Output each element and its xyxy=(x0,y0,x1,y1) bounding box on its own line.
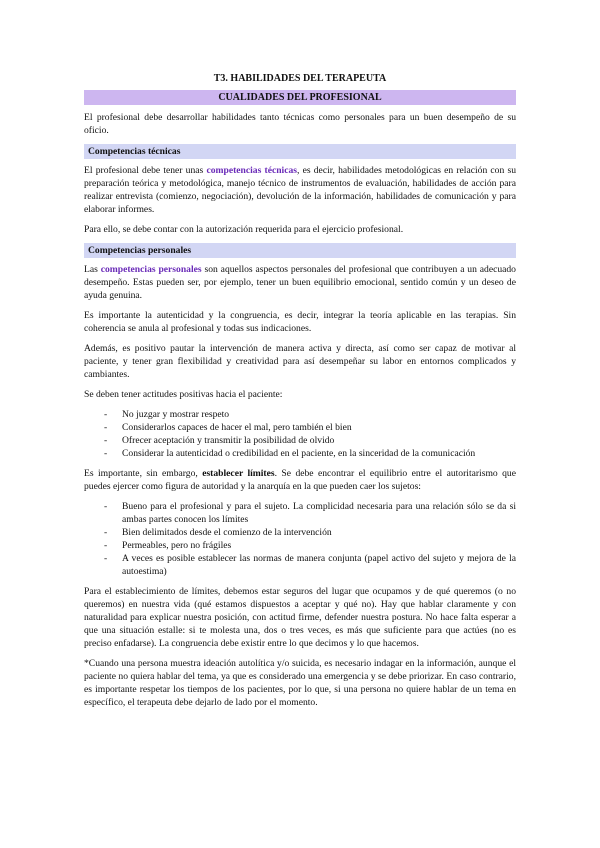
list-item xyxy=(84,539,516,552)
limits-list xyxy=(84,500,516,578)
personales-paragraph-7: *Cuando una persona muestra ideación autolítica y/o suicida, es necesario indagar en la información, aunque el paciente no quiera hablar del tema, ya que es considerado una emergencia y se debe priorizar. En caso contrario, es importante respetar los tiempos de los pacientes, por lo que, si una persona no quiere hablar de un tema en específico, el terapeuta debe dejarlo de lado por el momento. xyxy=(84,658,516,708)
dash-bullet-icon: - xyxy=(104,422,108,433)
list-item-text: No juzgar y mostrar respeto xyxy=(122,409,230,420)
text-run: , es decir, habilidades metodológicas en relación con su preparación teórica y metodológica, manejo técnico de instrumentos de evaluación, habilidades de acción para realizar entrevista (comienzo, negociación), devolución de la información, habilidades de comunicación y para elaborar informes. xyxy=(84,165,516,215)
section-band: CUALIDADES DEL PROFESIONAL xyxy=(84,90,516,105)
list-item-text: Considerarlos capaces de hacer el mal, pero también el bien xyxy=(122,422,352,433)
text-run: Las xyxy=(84,264,101,275)
personales-paragraph-3: Además, es positivo pautar la intervención de manera activa y directa, así como ser capaz de motivar al paciente, y tener gran flexibilidad y creatividad para así desempeñar su labor en entornos complicados y cambiantes. xyxy=(84,343,516,380)
list-item xyxy=(84,500,516,526)
highlight-term: competencias técnicas xyxy=(206,165,298,176)
list-item xyxy=(84,552,516,578)
personales-paragraph-4: Se deben tener actitudes positivas hacia el paciente: xyxy=(84,389,283,400)
dash-bullet-icon: - xyxy=(104,448,108,459)
personales-paragraph-2: Es importante la autenticidad y la congruencia, es decir, integrar la teoría aplicable en las terapias. Sin coherencia se anula al profesional y todas sus indicaciones. xyxy=(84,310,516,334)
list-item-text: Ofrecer aceptación y transmitir la posibilidad de olvido xyxy=(122,435,335,446)
personales-paragraph-5 xyxy=(84,467,516,493)
bold-term: establecer límites xyxy=(202,468,275,479)
list-item xyxy=(84,434,516,447)
attitudes-list xyxy=(84,408,516,460)
list-item-text: Permeables, pero no frágiles xyxy=(122,540,232,551)
text-run: Es importante, sin embargo, xyxy=(84,468,203,479)
dash-bullet-icon: - xyxy=(104,553,108,564)
document-page xyxy=(84,72,516,716)
list-item-text: Considerar la autenticidad o credibilidad en el paciente, en la sinceridad de la comunicación xyxy=(122,448,476,459)
text-run: El profesional debe tener unas xyxy=(84,165,207,176)
dash-bullet-icon: - xyxy=(104,540,108,551)
personales-paragraph-1 xyxy=(84,263,516,302)
subheading-tecnicas: Competencias técnicas xyxy=(84,144,516,159)
list-item xyxy=(84,526,516,539)
personales-paragraph-6: Para el establecimiento de límites, debemos estar seguros del lugar que ocupamos y de qué queremos (o no queremos) en nuestra vida (qué estamos dispuestos a aceptar y qué no). Hay que hablar claramente y con naturalidad para explicar nuestra posición, con actitud firme, defender nuestra postura. No hace falta esperar a que una situación estalle: si te molesta una, dos o tres veces, es más que suficiente para que actúes (no es preciso enfadarse). La congruencia debe existir entre lo que decimos y lo que hacemos. xyxy=(84,586,516,649)
list-item xyxy=(84,408,516,421)
dash-bullet-icon: - xyxy=(104,435,108,446)
list-item-text: Bien delimitados desde el comienzo de la intervención xyxy=(122,527,332,538)
page-title: T3. HABILIDADES DEL TERAPEUTA xyxy=(213,73,387,84)
highlight-term: competencias personales xyxy=(100,264,202,275)
dash-bullet-icon: - xyxy=(104,409,108,420)
subheading-personales: Competencias personales xyxy=(84,243,516,258)
list-item xyxy=(84,421,516,434)
tecnicas-paragraph-1 xyxy=(84,164,516,216)
list-item xyxy=(84,447,516,460)
intro-paragraph: El profesional debe desarrollar habilidades tanto técnicas como personales para un buen desempeño de su oficio. xyxy=(84,112,516,136)
tecnicas-paragraph-2: Para ello, se debe contar con la autorización requerida para el ejercicio profesional. xyxy=(84,224,404,235)
dash-bullet-icon: - xyxy=(104,501,108,512)
dash-bullet-icon: - xyxy=(104,527,108,538)
list-item-text: A veces es posible establecer las normas de manera conjunta (papel activo del sujeto y mejora de la autoestima) xyxy=(122,553,516,577)
list-item-text: Bueno para el profesional y para el sujeto. La complicidad necesaria para una relación sólo se da si ambas partes conocen los límites xyxy=(122,501,516,525)
text-run: . Se debe encontrar el equilibrio entre el autoritarismo que puedes ejercer como figura de autoridad y la anarquía en la que pueden caer los sujetos: xyxy=(84,468,516,492)
text-run: son aquellos aspectos personales del profesional que contribuyen a un adecuado desempeño. Estas pueden ser, por ejemplo, tener un buen equilibrio emocional, sentido común y un deseo de ayuda genuina. xyxy=(84,264,516,301)
